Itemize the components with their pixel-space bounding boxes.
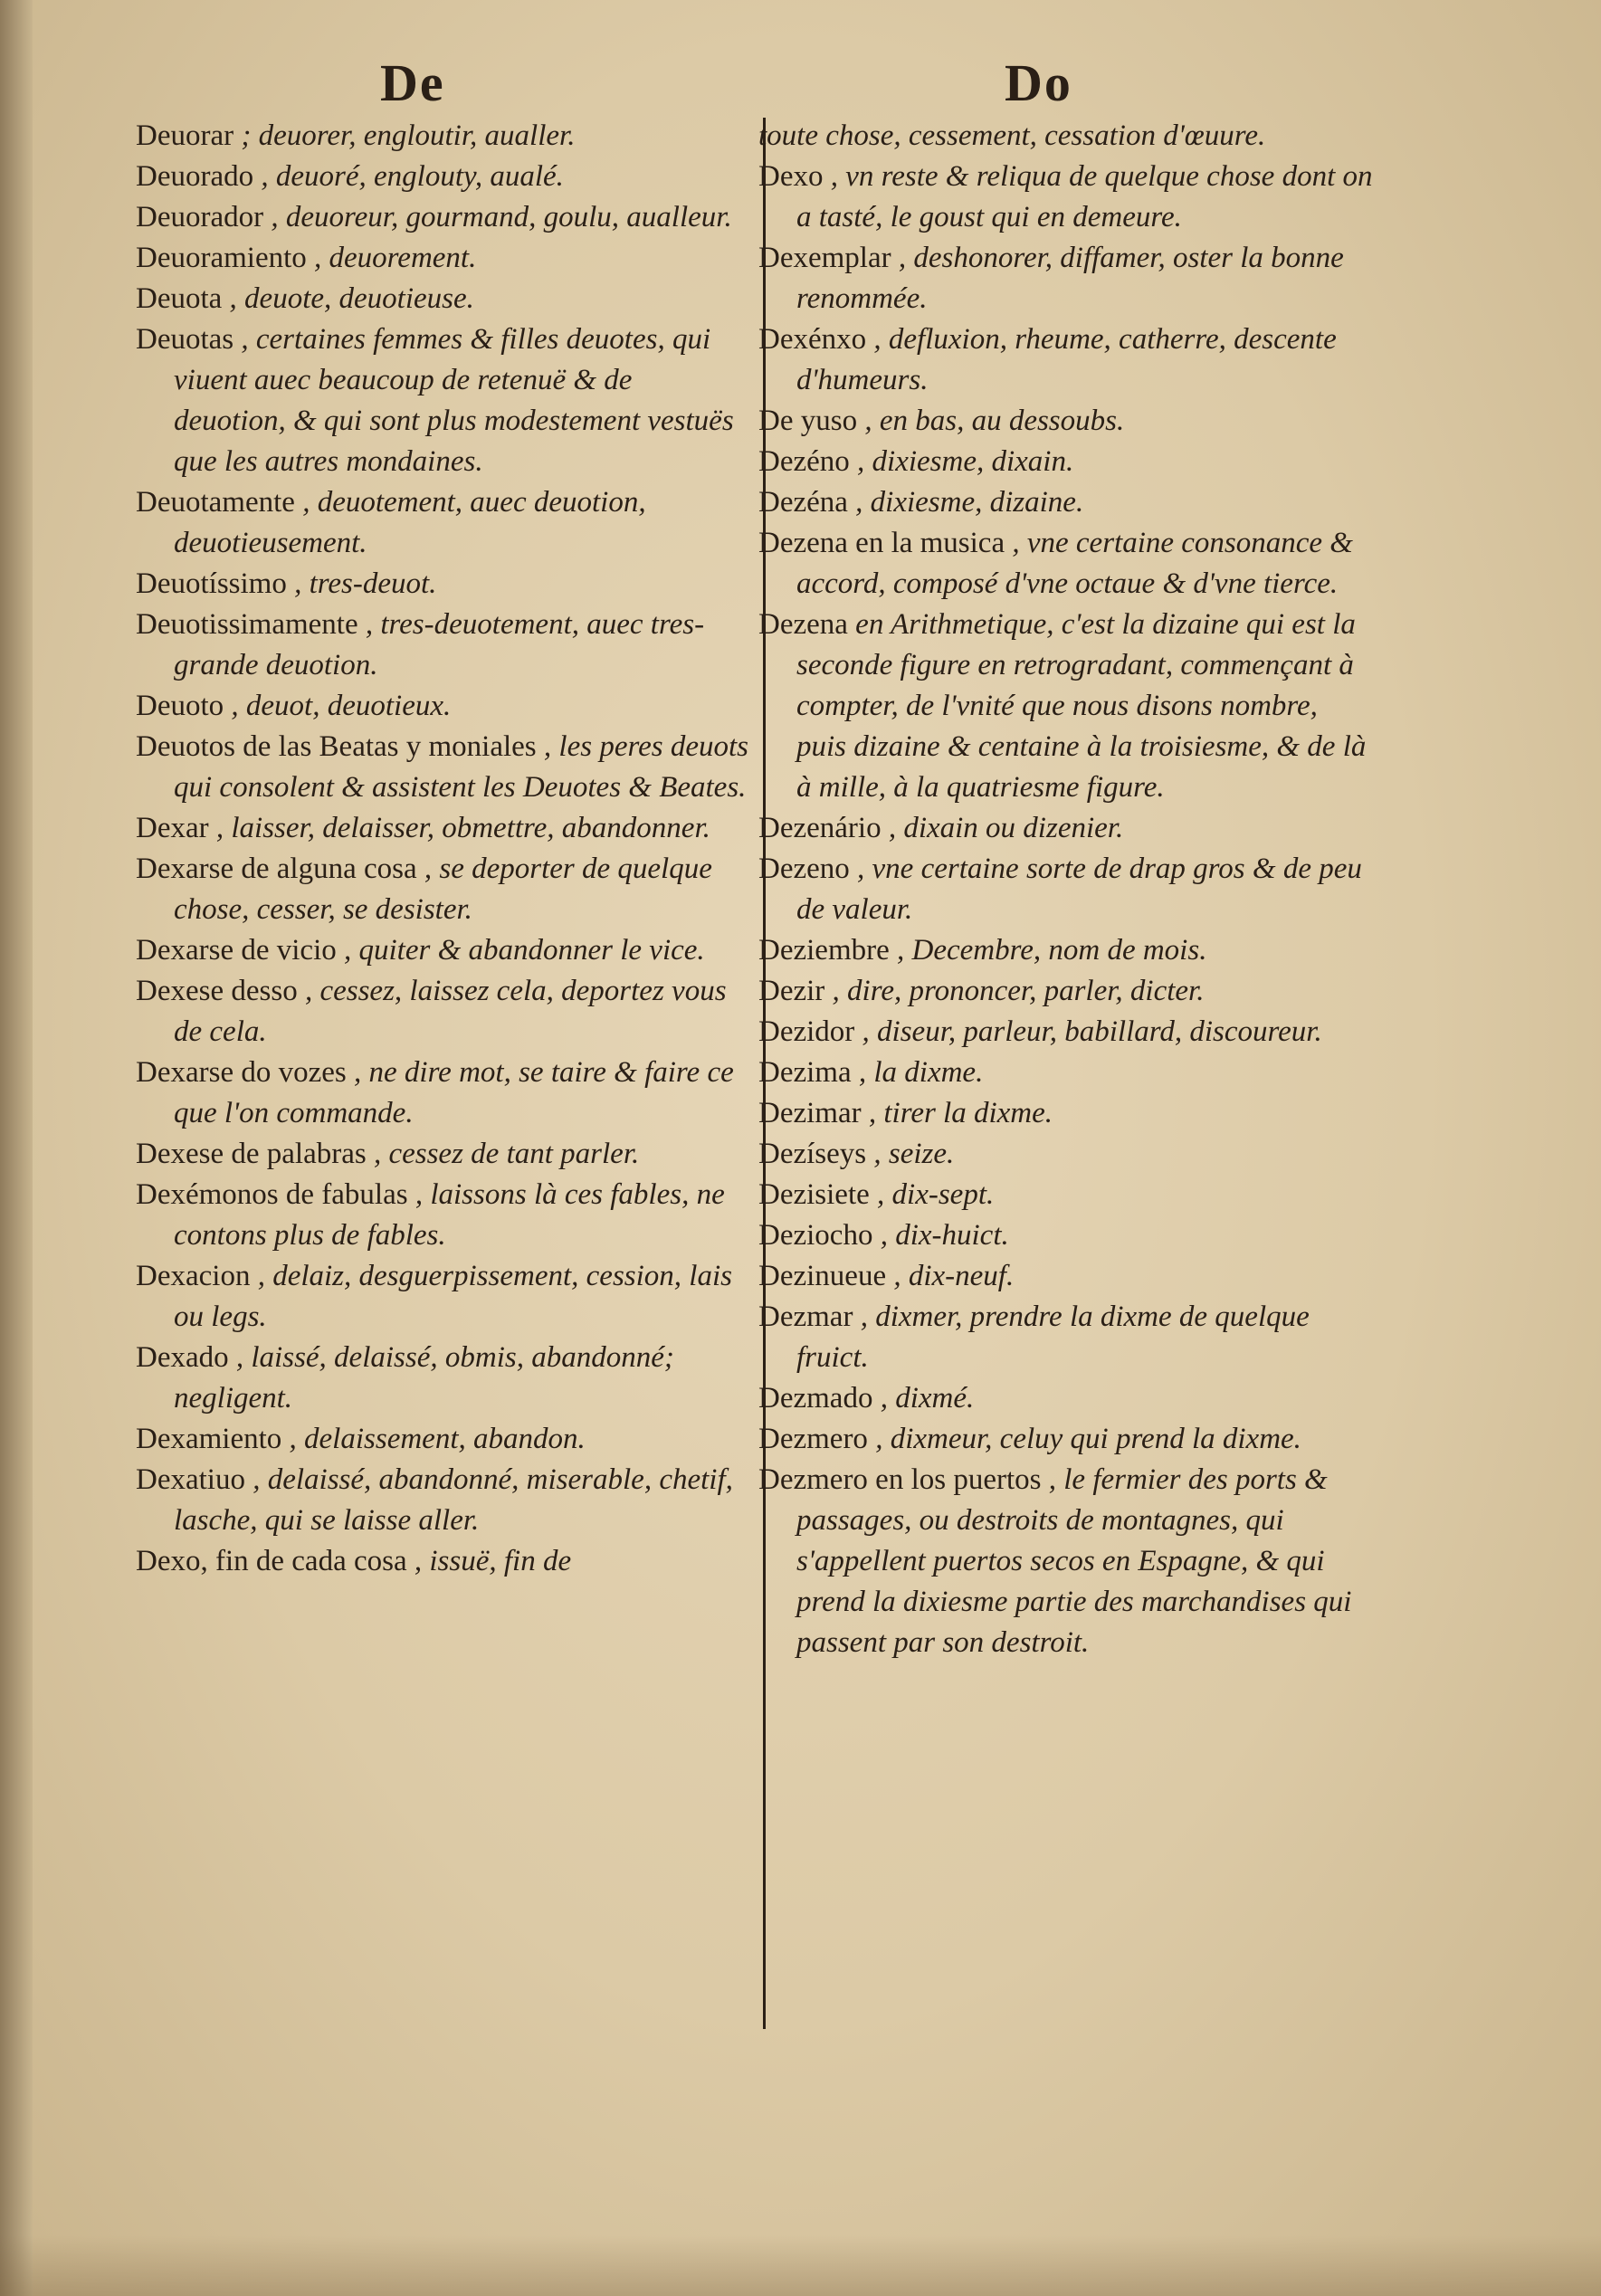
entry-headword: Dexado [136,1341,229,1374]
dictionary-entry [758,808,1374,849]
entry-headword: Dezeno [758,853,850,885]
dictionary-entry [136,849,751,930]
entry-definition: , se deporter de quelque chose, cesser, se desister. [174,853,712,926]
dictionary-entry [758,116,1374,157]
dictionary-entry [136,116,751,157]
right-column [758,116,1374,1663]
dictionary-entry [136,605,751,686]
entry-definition: , tres-deuotement, auec tres-grande deuotion. [174,608,705,681]
entry-definition: , dixiesme, dizaine. [855,486,1084,519]
entry-headword: Dezir [758,975,825,1007]
dictionary-entry [136,930,751,971]
entry-headword: Dexarse do vozes [136,1056,347,1089]
dictionary-entry [758,442,1374,482]
dictionary-entry [758,319,1374,401]
entry-definition: en Arithmetique, c'est la dizaine qui est la seconde figure en retrogradant, commençant à compter, de l'vnité que nous disons nombre, puis dizaine & centaine à la troisiesme, & de là à mille, à la quatriesme figure. [796,608,1367,804]
entry-headword: Deuorador [136,201,264,233]
entry-definition: , deuoreur, gourmand, goulu, aualleur. [271,201,732,233]
dictionary-entry [758,1460,1374,1663]
entry-headword: Dexémonos de fabulas [136,1178,408,1211]
dictionary-entry [758,238,1374,319]
page-binding-edge [0,0,33,2296]
entry-definition: , issuë, fin de [414,1545,572,1577]
entry-headword: Dezíseys [758,1138,867,1170]
entry-definition: , deuorement. [314,242,477,274]
dictionary-entry [136,1053,751,1134]
dictionary-entry [136,279,751,319]
dictionary-entry [758,401,1374,442]
entry-definition: , deshonorer, diffamer, oster la bonne renommée. [796,242,1344,315]
entry-headword: Deuotas [136,323,234,356]
entry-definition: , la dixme. [858,1056,984,1089]
dictionary-entry [758,849,1374,930]
entry-headword: Dezena [758,608,848,641]
dictionary-entry [136,157,751,197]
left-column [136,116,751,1582]
entry-headword: Dexarse de vicio [136,934,337,967]
dictionary-entry [136,686,751,727]
entry-headword: Dexo [758,160,824,193]
entry-headword: Deuoramiento [136,242,307,274]
entry-definition: , seize. [873,1138,955,1170]
entry-headword: Deziembre [758,934,890,967]
entry-definition: , dixmé. [880,1382,975,1415]
entry-headword: Deuota [136,282,223,315]
entry-headword: Dexo, fin de cada cosa [136,1545,407,1577]
entry-definition: ; deuorer, engloutir, aualler. [241,119,576,152]
entry-headword: Dezenário [758,812,882,844]
dictionary-entry [136,971,751,1053]
dictionary-entry [758,605,1374,808]
dictionary-entry [758,1215,1374,1256]
entry-definition: , laissé, delaissé, obmis, abandonné; negligent. [174,1341,674,1415]
dictionary-entry [136,1541,751,1582]
entry-definition: , diseur, parleur, babillard, discoureur. [862,1015,1322,1048]
dictionary-entry [136,564,751,605]
entry-headword: Deuotissimamente [136,608,358,641]
entry-definition: , quiter & abandonner le vice. [344,934,705,967]
entry-headword: Dexacion [136,1260,251,1292]
dictionary-entry [136,319,751,482]
entry-headword: Deuorar [136,119,234,152]
entry-definition: toute chose, cessement, cessation d'œuure. [758,119,1266,152]
entry-headword: Dezmar [758,1300,853,1333]
dictionary-entry [758,1419,1374,1460]
entry-definition: , dixmer, prendre la dixme de quelque fruict. [796,1300,1310,1374]
entry-headword: Dezéno [758,445,850,478]
entry-definition: , cessez de tant parler. [373,1138,640,1170]
entry-headword: Dexese desso [136,975,298,1007]
entry-headword: Deuoto [136,690,224,722]
dictionary-entry [136,1256,751,1338]
entry-headword: De yuso [758,405,858,437]
dictionary-entry [758,1175,1374,1215]
entry-headword: Dexar [136,812,209,844]
entry-definition: , delaissement, abandon. [289,1423,586,1455]
entry-definition: , en bas, au dessoubs. [864,405,1125,437]
entry-definition: , deuot, deuotieux. [231,690,452,722]
entry-definition: , dix-huict. [880,1219,1009,1252]
dictionary-entry [758,1297,1374,1378]
entry-definition: , dire, prononcer, parler, dicter. [832,975,1205,1007]
dictionary-entry [758,930,1374,971]
entry-definition: , cessez, laissez cela, deportez vous de cela. [174,975,727,1048]
entry-definition: , dix-sept. [877,1178,995,1211]
entry-headword: Deuotíssimo [136,567,287,600]
entry-headword: Dezisiete [758,1178,870,1211]
entry-definition: , deuote, deuotieuse. [229,282,474,315]
right-running-head: Do [1005,53,1072,112]
entry-definition: , dixain ou dizenier. [888,812,1124,844]
entry-definition: , dixiesme, dixain. [857,445,1074,478]
entry-headword: Dexatiuo [136,1463,245,1496]
left-running-head: De [380,53,445,112]
entry-headword: Dezmero [758,1423,868,1455]
entry-headword: Deuorado [136,160,254,193]
entry-definition: , delaissé, abandonné, miserable, chetif, lasche, qui se laisse aller. [174,1463,733,1537]
entry-headword: Dezimar [758,1097,862,1129]
dictionary-entry [758,1093,1374,1134]
entry-definition: , les peres deuots qui consolent & assistent les Deuotes & Beates. [174,730,748,804]
entry-headword: Deuotos de las Beatas y moniales [136,730,537,763]
entry-headword: Dexénxo [758,323,867,356]
entry-definition: , ne dire mot, se taire & faire ce que l'on commande. [174,1056,734,1129]
entry-headword: Deziocho [758,1219,873,1252]
dictionary-entry [136,727,751,808]
entry-headword: Dezena en la musica [758,527,1005,559]
entry-definition: , vne certaine consonance & accord, composé d'vne octaue & d'vne tierce. [796,527,1353,600]
dictionary-entry [136,1460,751,1541]
entry-definition: , vn reste & reliqua de quelque chose dont on a tasté, le goust qui en demeure. [796,160,1373,233]
dictionary-entry [758,1012,1374,1053]
entry-headword: Dexemplar [758,242,891,274]
dictionary-entry [758,523,1374,605]
dictionary-entry [136,1134,751,1175]
dictionary-entry [758,1134,1374,1175]
entry-definition: , laisser, delaisser, obmettre, abandonner. [215,812,710,844]
entry-definition: , delaiz, desguerpissement, cession, lais ou legs. [174,1260,732,1333]
dictionary-entry [136,1175,751,1256]
entry-headword: Dezmero en los puertos [758,1463,1042,1496]
entry-definition: , dix-neuf. [893,1260,1015,1292]
dictionary-entry [136,482,751,564]
entry-definition: , Decembre, nom de mois. [897,934,1207,967]
entry-definition: , le fermier des ports & passages, ou destroits de montagnes, qui s'appellent puertos secos en Espagne, & qui prend la dixiesme partie des marchandises qui passent par son destroit. [796,1463,1352,1659]
entry-definition: , certaines femmes & filles deuotes, qui viuent auec beaucoup de retenuë & de deuotion, & qui sont plus modestement vestuës que les autres mondaines. [174,323,734,478]
entry-definition: , deuoré, englouty, aualé. [261,160,564,193]
entry-definition: , tirer la dixme. [868,1097,1053,1129]
entry-headword: Dezmado [758,1382,873,1415]
entry-headword: Deuotamente [136,486,295,519]
entry-headword: Dezinueue [758,1260,887,1292]
dictionary-entry [758,1378,1374,1419]
entry-headword: Dezéna [758,486,848,519]
entry-headword: Dezima [758,1056,852,1089]
dictionary-entry [136,197,751,238]
entry-definition: , tres-deuot. [294,567,437,600]
entry-definition: , defluxion, rheume, catherre, descente d'humeurs. [796,323,1337,396]
page-bottom-shadow [0,2235,1601,2296]
dictionary-entry [758,157,1374,238]
entry-definition: , vne certaine sorte de drap gros & de peu de valeur. [796,853,1362,926]
entry-headword: Dexamiento [136,1423,282,1455]
dictionary-entry [758,971,1374,1012]
entry-headword: Dezidor [758,1015,855,1048]
dictionary-entry [136,1338,751,1419]
dictionary-entry [758,1256,1374,1297]
dictionary-entry [136,1419,751,1460]
dictionary-entry [136,238,751,279]
dictionary-entry [136,808,751,849]
entry-definition: , laissons là ces fables, ne contons plus de fables. [174,1178,725,1252]
entry-definition: , deuotement, auec deuotion, deuotieusement. [174,486,646,559]
entry-headword: Dexarse de alguna cosa [136,853,417,885]
dictionary-entry [758,1053,1374,1093]
entry-definition: , dixmeur, celuy qui prend la dixme. [875,1423,1301,1455]
entry-headword: Dexese de palabras [136,1138,367,1170]
dictionary-entry [758,482,1374,523]
